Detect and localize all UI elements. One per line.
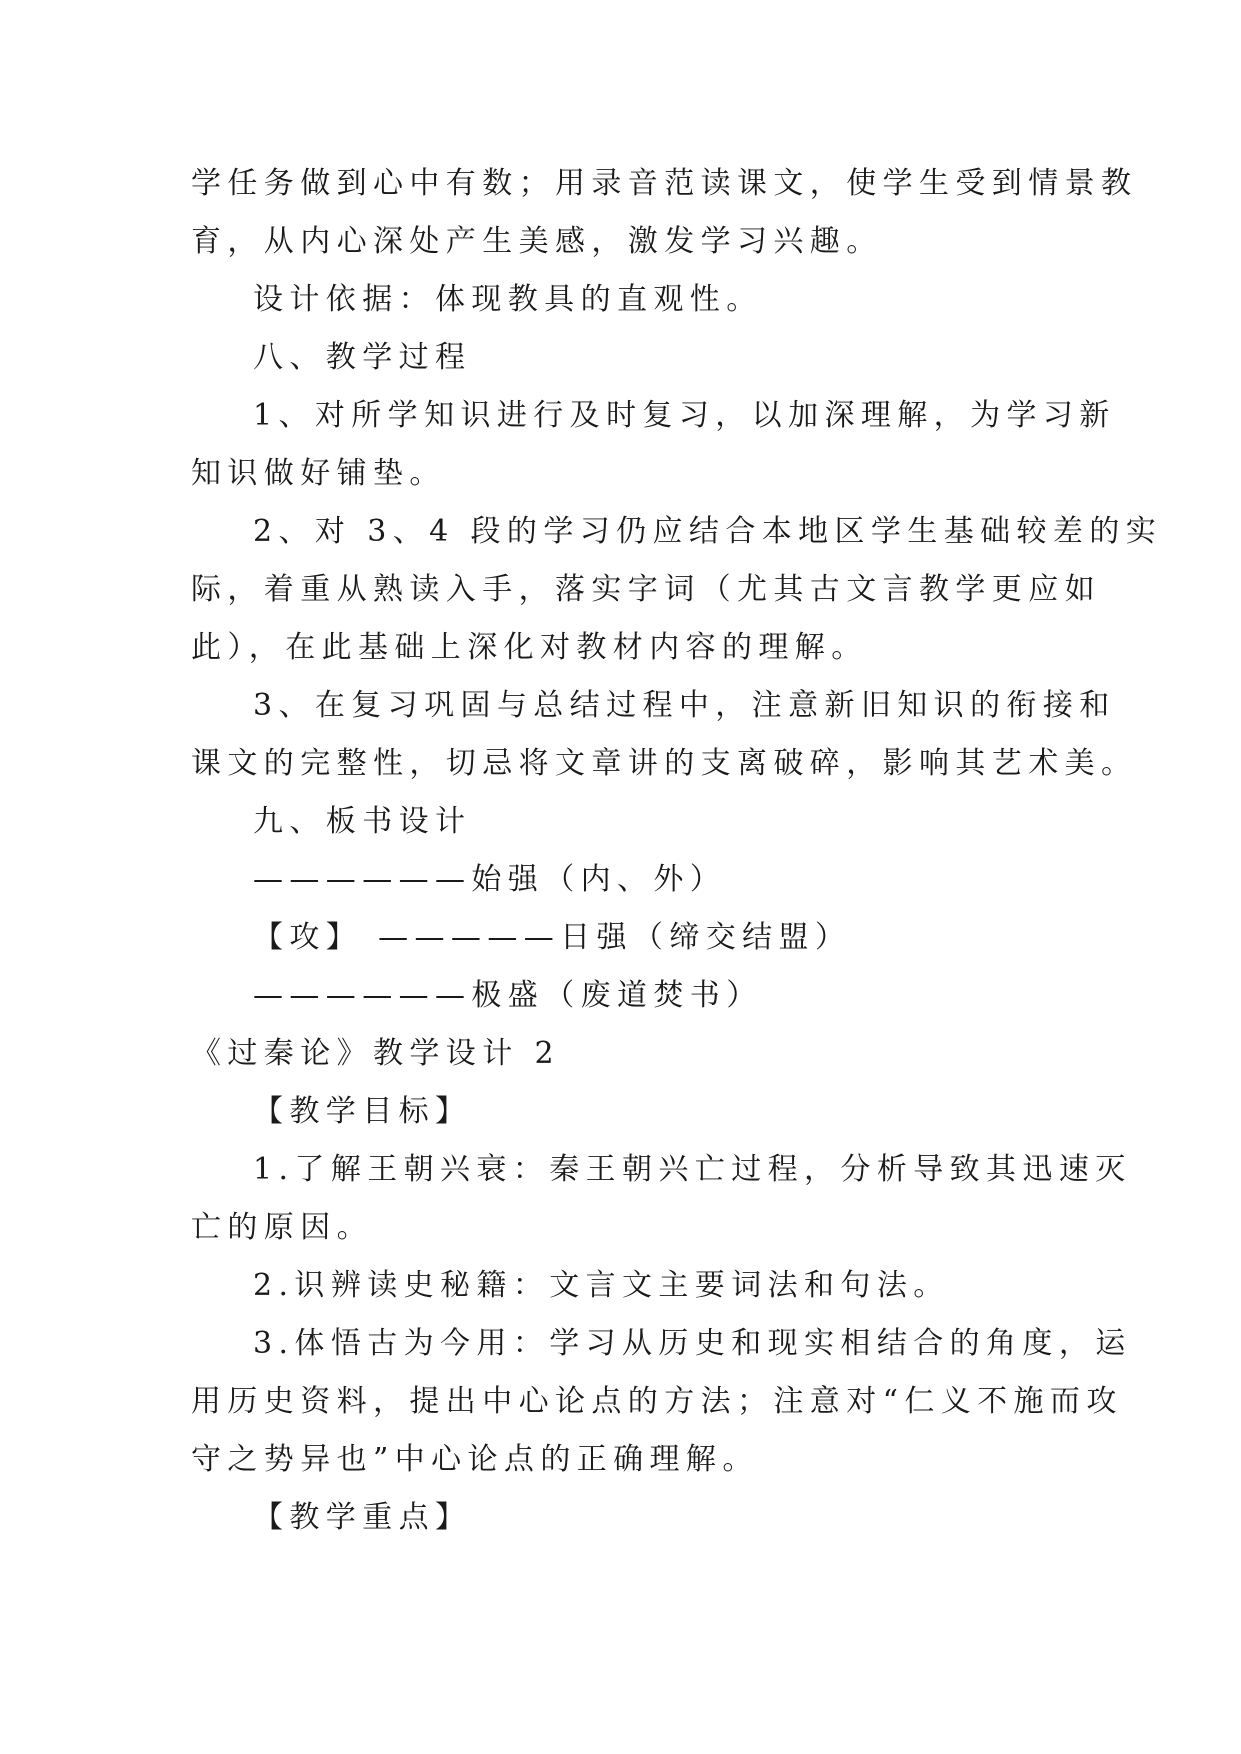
text-line: 2.识辨读史秘籍：文言文主要词法和句法。 [253,1268,950,1303]
text-line: 设计依据：体现教具的直观性。 [253,282,763,317]
text-line: 知识做好铺垫。 [191,456,446,491]
text-line: 1、对所学知识进行及时复习，以加深理解，为学习新 [253,398,1116,433]
document-title: 《过秦论》教学设计 2 [191,1036,561,1071]
section-heading: 八、教学过程 [253,340,472,375]
text-line: 此），在此基础上深化对教材内容的理解。 [191,630,868,665]
text-line: 3、在复习巩固与总结过程中，注意新旧知识的衔接和 [253,688,1116,723]
text-line: 育，从内心深处产生美感，激发学习兴趣。 [191,224,883,259]
text-line: 用历史资料，提出中心论点的方法；注意对“仁义不施而攻 [191,1384,1123,1419]
text-line: 1.了解王朝兴衰：秦王朝兴亡过程，分析导致其迅速灭 [253,1152,1132,1187]
section-heading: 九、板书设计 [253,804,472,839]
section-heading: 【教学目标】 [253,1094,472,1129]
section-heading: 【教学重点】 [253,1500,472,1535]
text-line: 守之势异也”中心论点的正确理解。 [191,1442,759,1477]
text-line: 3.体悟古为今用：学习从历史和现实相结合的角度，运 [253,1326,1132,1361]
board-line: 【攻】 —————日强（缔交结盟） [253,920,852,955]
text-line: 课文的完整性，切忌将文章讲的支离破碎，影响其艺术美。 [191,746,1138,781]
document-page [191,155,1163,1547]
text-line: 2、对 3、4 段的学习仍应结合本地区学生基础较差的实 [253,514,1163,549]
board-line: ——————极盛（废道焚书） [253,978,763,1013]
text-line: 学任务做到心中有数；用录音范读课文，使学生受到情景教 [191,166,1138,201]
board-line: ——————始强（内、外） [253,862,727,897]
text-line: 际，着重从熟读入手，落实字词（尤其古文言教学更应如 [191,572,1101,607]
text-line: 亡的原因。 [191,1210,373,1245]
